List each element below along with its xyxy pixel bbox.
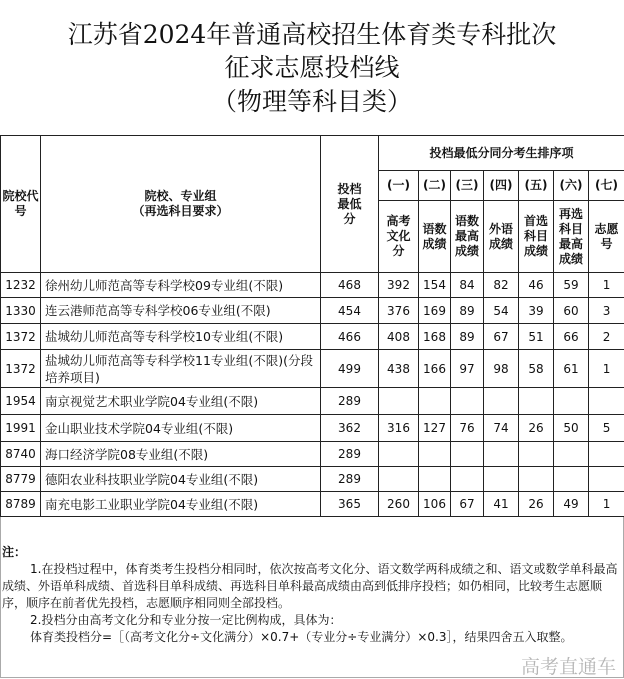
school-group-name: 盐城幼儿师范高等专科学校11专业组(不限)(分段培养项目) [41, 350, 321, 388]
sort-score: 2 [589, 324, 624, 350]
sort-score: 376 [379, 298, 419, 324]
sort-score: 1 [589, 350, 624, 388]
school-code: 1232 [1, 273, 41, 298]
school-group-name: 金山职业技术学院04专业组(不限) [41, 415, 321, 442]
sort-score [419, 442, 451, 467]
sort-score: 59 [554, 273, 589, 298]
sort-score: 106 [419, 492, 451, 517]
sort-score: 66 [554, 324, 589, 350]
header-name-sub: （再选科目要求） [132, 204, 229, 218]
min-score: 365 [321, 492, 379, 517]
sort-score [451, 442, 484, 467]
school-group-name: 徐州幼儿师范高等专科学校09专业组(不限) [41, 273, 321, 298]
notes [2, 544, 622, 646]
min-score: 454 [321, 298, 379, 324]
header-sort-item: 首选科目成绩 [519, 201, 554, 273]
sort-score: 84 [451, 273, 484, 298]
notes-label: 注： [2, 545, 27, 559]
header-sort-item: 志愿号 [589, 201, 624, 273]
sort-score: 51 [519, 324, 554, 350]
header-sort-num: (三) [451, 171, 484, 201]
sort-score: 26 [519, 492, 554, 517]
header-sort-num: (四) [484, 171, 519, 201]
note-2: 2.投档分由高考文化分和专业分按一定比例构成，具体为： [30, 613, 342, 627]
sort-score [589, 467, 624, 492]
sort-score: 26 [519, 415, 554, 442]
min-score: 466 [321, 324, 379, 350]
sort-score: 169 [419, 298, 451, 324]
school-group-name: 海口经济学院08专业组(不限) [41, 442, 321, 467]
header-min: 投档最低分 [321, 136, 379, 273]
header-name [41, 136, 321, 273]
sort-score: 260 [379, 492, 419, 517]
sort-score: 154 [419, 273, 451, 298]
title-line2: 征求志愿投档线 [224, 53, 400, 82]
sort-score [589, 442, 624, 467]
sort-score: 82 [484, 273, 519, 298]
sort-score: 60 [554, 298, 589, 324]
sort-score [554, 442, 589, 467]
header-sort-item: 语数成绩 [419, 201, 451, 273]
sort-score: 41 [484, 492, 519, 517]
header-sort-num: (七) [589, 171, 624, 201]
table-row [1, 273, 624, 298]
table-row [1, 388, 624, 415]
min-score: 468 [321, 273, 379, 298]
sort-score: 98 [484, 350, 519, 388]
table-row [1, 350, 624, 388]
sort-score: 127 [419, 415, 451, 442]
sort-score: 438 [379, 350, 419, 388]
table-row [1, 442, 624, 467]
sort-score: 67 [451, 492, 484, 517]
sort-score: 76 [451, 415, 484, 442]
school-code: 1991 [1, 415, 41, 442]
table-row [1, 467, 624, 492]
school-group-name: 南充电影工业职业学院04专业组(不限) [41, 492, 321, 517]
min-score: 289 [321, 467, 379, 492]
admission-table [0, 135, 624, 517]
school-code: 1954 [1, 388, 41, 415]
sort-score: 74 [484, 415, 519, 442]
sort-score [554, 388, 589, 415]
sort-score: 39 [519, 298, 554, 324]
header-sort-num: (五) [519, 171, 554, 201]
sort-score: 89 [451, 298, 484, 324]
sort-score [419, 388, 451, 415]
sort-score: 166 [419, 350, 451, 388]
school-group-name: 连云港师范高等专科学校06专业组(不限) [41, 298, 321, 324]
table-row [1, 415, 624, 442]
header-sort-num: (二) [419, 171, 451, 201]
title-line1: 江苏省2024年普通高校招生体育类专科批次 [67, 20, 557, 49]
sort-score: 97 [451, 350, 484, 388]
school-code: 1372 [1, 350, 41, 388]
sort-score: 67 [484, 324, 519, 350]
sort-score [379, 442, 419, 467]
sort-score [451, 467, 484, 492]
school-code: 1330 [1, 298, 41, 324]
school-code: 1372 [1, 324, 41, 350]
sort-score: 1 [589, 273, 624, 298]
header-sort-item: 语数最高成绩 [451, 201, 484, 273]
min-score: 362 [321, 415, 379, 442]
watermark: 高考直通车 [520, 656, 616, 678]
school-code: 8789 [1, 492, 41, 517]
note-3: 体育类投档分=［（高考文化分÷文化满分）×0.7+（专业分÷专业满分）×0.3］，结果四舍五入取整。 [30, 630, 573, 644]
sort-score: 3 [589, 298, 624, 324]
header-sort-item: 外语成绩 [484, 201, 519, 273]
school-group-name: 南京视觉艺术职业学院04专业组(不限) [41, 388, 321, 415]
sort-score [419, 467, 451, 492]
min-score: 289 [321, 388, 379, 415]
sort-score: 392 [379, 273, 419, 298]
table-row [1, 298, 624, 324]
sort-score: 58 [519, 350, 554, 388]
header-sort-num: (六) [554, 171, 589, 201]
sort-score [379, 467, 419, 492]
school-group-name: 德阳农业科技职业学院04专业组(不限) [41, 467, 321, 492]
note-1: 1.在投档过程中，体育类考生投档分相同时，依次按高考文化分、语文数学两科成绩之和、语文或数学单科最高成绩、外语单科成绩、首选科目单科成绩、再选科目单科最高成绩由高到低排序投档；如仍相同，比较考生志愿顺序，顺序在前者优先投档，志愿顺序相同则全部投档。 [2, 562, 618, 610]
header-sort-num: (一) [379, 171, 419, 201]
school-code: 8779 [1, 467, 41, 492]
sort-score: 316 [379, 415, 419, 442]
table-row [1, 324, 624, 350]
sort-score: 46 [519, 273, 554, 298]
sort-score [484, 388, 519, 415]
sort-score [589, 388, 624, 415]
sort-score [519, 442, 554, 467]
header-code: 院校代号 [1, 136, 41, 273]
sort-score: 168 [419, 324, 451, 350]
header-sort-item: 再选科目最高成绩 [554, 201, 589, 273]
sort-score [519, 388, 554, 415]
sort-score [484, 467, 519, 492]
title-line3: （物理等科目类） [211, 87, 412, 116]
min-score: 289 [321, 442, 379, 467]
sort-score: 61 [554, 350, 589, 388]
sort-score: 89 [451, 324, 484, 350]
sort-score [554, 467, 589, 492]
header-name-main: 院校、专业组 [144, 189, 217, 203]
sort-score: 49 [554, 492, 589, 517]
sort-score [519, 467, 554, 492]
table-row [1, 492, 624, 517]
header-sort-group: 投档最低分同分考生排序项 [379, 136, 624, 171]
sort-score [484, 442, 519, 467]
sort-score [451, 388, 484, 415]
sort-score: 50 [554, 415, 589, 442]
sort-score: 1 [589, 492, 624, 517]
sort-score: 408 [379, 324, 419, 350]
school-group-name: 盐城幼儿师范高等专科学校10专业组(不限) [41, 324, 321, 350]
sort-score: 54 [484, 298, 519, 324]
sort-score [379, 388, 419, 415]
sort-score: 5 [589, 415, 624, 442]
header-sort-item: 高考文化分 [379, 201, 419, 273]
min-score: 499 [321, 350, 379, 388]
school-code: 8740 [1, 442, 41, 467]
